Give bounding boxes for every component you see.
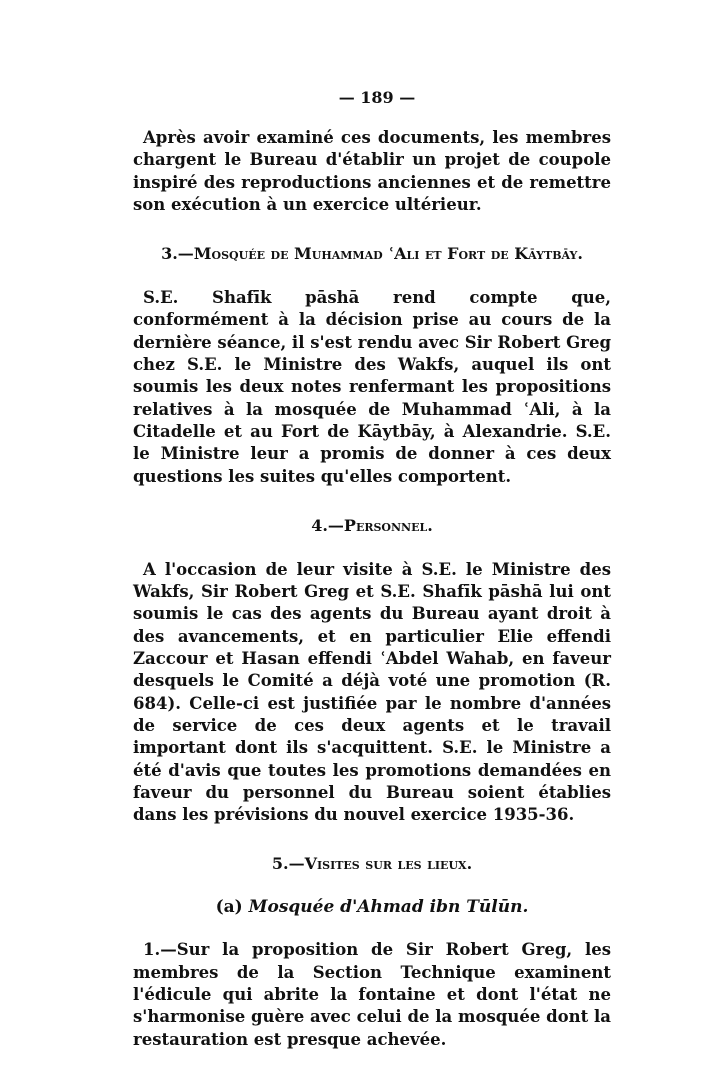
section-3-paragraph: S.E. Shafīk pāshā rend compte que, conformément à la décision prise au cours de la dernière séance, il s'est rendu avec Sir Robert Greg chez S.E. le Ministre des Wakfs, auquel ils ont soumis les deux notes renfermant les propositions relatives à la mosquée de Muhammad ʿAli, à la Citadelle et au Fort de Kāytbāy, à Alexandrie. S.E. le Ministre leur a promis de donner à ces deux questions les suites qu'elles comportent. — [133, 288, 611, 486]
section-3-heading: 3.—Mosquée de Muhammad ʿAli et Fort de Kāytbāy. — [161, 244, 583, 264]
intro-paragraph: Après avoir examiné ces documents, les membres chargent le Bureau d'établir un projet de coupole inspiré des reproductions anciennes et de remettre son exécution à un exercice ultérieur. — [133, 128, 611, 214]
subheading-title: Mosquée d'Ahmad ibn Tūlūn. — [248, 897, 529, 918]
section-5-paragraph: 1.—Sur la proposition de Sir Robert Greg, les membres de la Section Technique examinent l'édicule qui abrite la fontaine et dont l'état ne s'harmonise guère avec celui de la mosquée dont la restauration est presque achevée. — [133, 940, 611, 1049]
document-page — [133, 88, 611, 1051]
section-5-subheading — [133, 897, 611, 917]
section-4-heading: 4.—Personnel. — [311, 515, 433, 535]
page-number: — 189 — — [338, 88, 416, 107]
section-4-paragraph: A l'occasion de leur visite à S.E. le Ministre des Wakfs, Sir Robert Greg et S.E. Shafīk pāshā lui ont soumis le cas des agents du Bureau ayant droit à des avancements, et en particulier Elie effendi Zaccour et Hasan effendi ʿAbdel Wahab, en faveur desquels le Comité a déjà voté une promotion (R. 684). Celle-ci est justifiée par le nombre d'années de service de ces deux agents et le travail important dont ils s'acquittent. S.E. le Ministre a été d'avis que toutes les promotions demandées en faveur du personnel du Bureau soient établies dans les prévisions du nouvel exercice 1935-36. — [133, 559, 611, 825]
subheading-label: (a) — [215, 897, 243, 918]
section-5-heading: 5.—Visites sur les lieux. — [271, 854, 473, 874]
